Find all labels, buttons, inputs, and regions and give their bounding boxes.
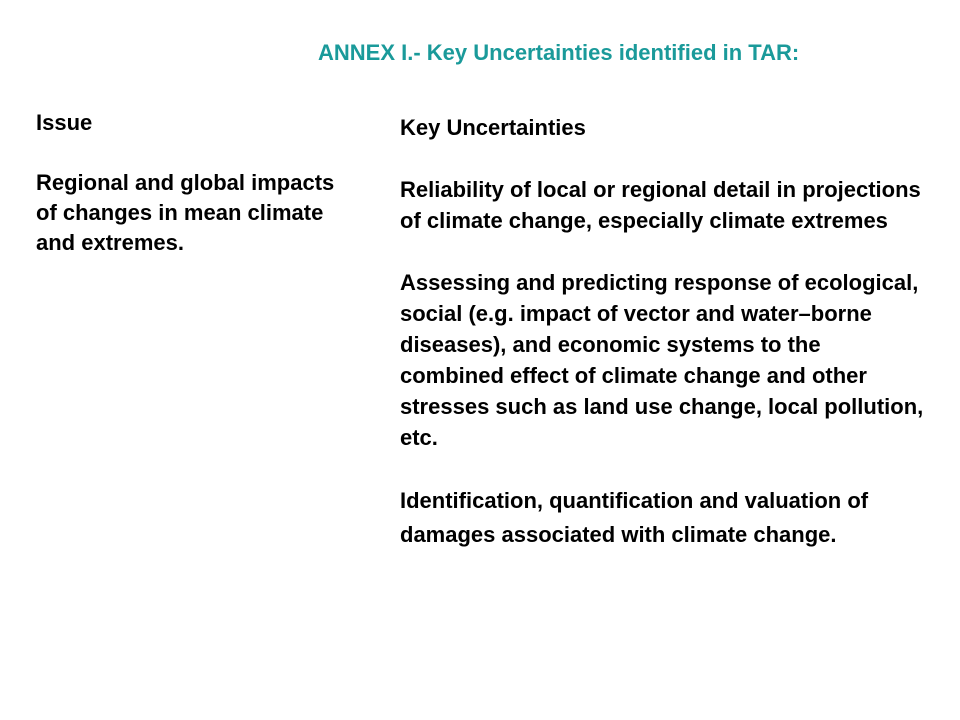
issue-heading: Issue (36, 110, 93, 135)
key-uncertainties-heading: Key Uncertainties (400, 115, 586, 140)
uncertainty-item-damages: Identification, quantification and valuation of damages associated with climate change. (400, 488, 869, 547)
uncertainty-item-reliability: Reliability of local or regional detail in projections of climate change, especially climate extremes (400, 177, 921, 233)
uncertainty-item-response: Assessing and predicting response of ecological, social (e.g. impact of vector and water–borne diseases), and economic systems to the combined effect of climate change and other stresses such as land use change, local pollution, etc. (400, 270, 924, 450)
issue-text: Regional and global impacts of changes in mean climate and extremes. (36, 170, 335, 255)
issue-column (36, 108, 336, 258)
slide-title: ANNEX I.- Key Uncertainties identified in TAR: (318, 40, 800, 65)
key-uncertainties-column (400, 112, 930, 552)
